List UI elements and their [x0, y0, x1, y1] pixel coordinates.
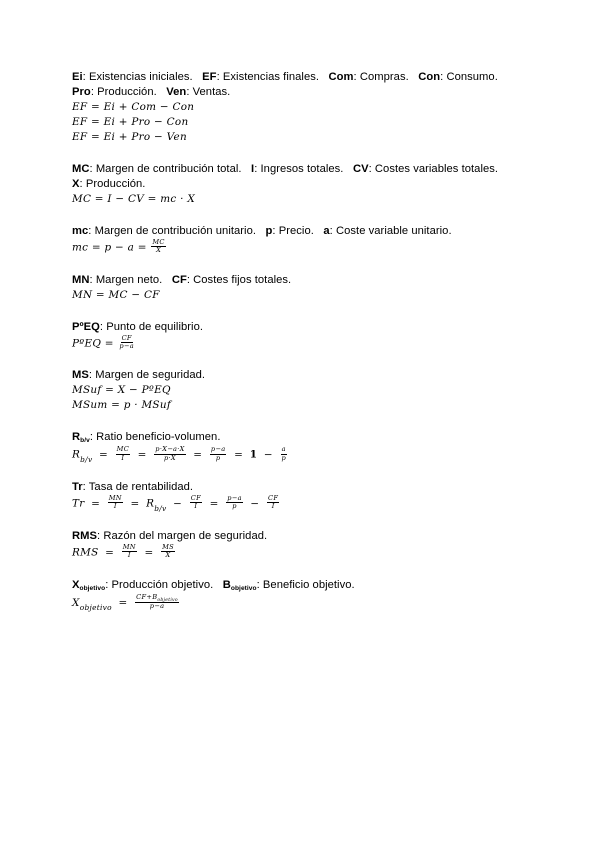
term: X — [72, 178, 80, 190]
fraction — [108, 495, 123, 510]
formula: EF = Ei + Com − Con — [72, 101, 195, 113]
definition: : Ratio beneficio-volumen. — [89, 431, 221, 444]
term-subscript: objetivo — [79, 584, 106, 592]
definitions-line — [72, 162, 542, 177]
fraction — [135, 594, 179, 610]
definition: : Producción objetivo. — [105, 578, 214, 591]
definition: : Margen de contribución unitario. — [88, 225, 257, 237]
denominator: p·X — [164, 453, 176, 462]
definitions-line — [72, 529, 542, 544]
definition: : Ventas. — [186, 86, 231, 98]
numerator-text: CF+B — [136, 592, 158, 601]
formula: $R_{b/v}$ = $\frac{MC}{I}$ = $\frac{p\cdot X-a\cdot X}{p\cdot X}$ = $\frac{p-a}{p}$ = 1 − $\frac{a}{p}$ — [72, 445, 286, 465]
definitions-line — [72, 320, 542, 335]
formula: MSum = p · MSuf — [72, 399, 171, 412]
definitions-line — [72, 177, 542, 192]
definitions-line — [72, 273, 542, 288]
numerator-subscript: objetivo — [157, 597, 178, 603]
formula: MSuf = X − PºEQ — [72, 384, 171, 397]
fraction — [116, 446, 130, 461]
subscript: b/v — [154, 503, 167, 513]
numerator: CF — [121, 333, 132, 342]
definition: : Punto de equilibrio. — [99, 320, 204, 333]
numerator: CF — [268, 494, 279, 503]
denominator: p — [215, 453, 221, 462]
fraction — [280, 446, 287, 461]
definition: : Compras. — [353, 71, 409, 83]
term: Pro — [72, 86, 91, 98]
definition: : Tasa de rentabilidad. — [82, 481, 194, 494]
fraction — [122, 544, 137, 559]
formula — [72, 240, 542, 256]
fraction — [154, 446, 185, 461]
term: Ven — [166, 86, 187, 98]
block-margen-neto — [72, 273, 542, 303]
formula — [72, 333, 542, 352]
numerator: a — [281, 445, 286, 454]
definition: : Coste variable unitario. — [329, 225, 452, 237]
denominator: X — [156, 246, 162, 255]
term: MC — [72, 163, 90, 175]
numerator: CF — [190, 494, 201, 503]
denominator: I — [271, 502, 275, 511]
subscript: b/v — [80, 455, 93, 465]
numerator: MC — [152, 238, 165, 246]
definitions-line — [72, 368, 542, 383]
definition: : Razón del margen de seguridad. — [97, 529, 268, 542]
formula: $X_{objetivo}$ = $\frac{CF+B_{objetivo}}{p-a}$ — [72, 592, 178, 612]
symbol: X — [72, 596, 80, 609]
block-tasa-rentabilidad — [72, 480, 542, 512]
formula: MN = MC − CF — [72, 288, 160, 301]
formula-text: PºEQ = — [72, 337, 114, 350]
block-ratio-beneficio-volumen — [72, 430, 542, 463]
denominator: p — [232, 502, 237, 511]
fraction — [226, 495, 243, 510]
denominator: I — [127, 551, 131, 560]
denominator: I — [194, 502, 198, 511]
term: CF — [171, 273, 187, 286]
term: mc — [72, 225, 89, 237]
numerator: MN — [108, 494, 122, 503]
term: Ei — [72, 71, 83, 83]
term: EF — [202, 71, 217, 83]
block-margen-contribucion-total — [72, 162, 542, 207]
term: Tr — [72, 481, 83, 494]
block-produccion-objetivo — [72, 578, 542, 611]
symbol: Tr — [72, 497, 85, 510]
term: CV — [352, 163, 369, 175]
numerator: p−a — [210, 445, 226, 454]
definition: : Margen de contribución total. — [89, 163, 242, 175]
term: MS — [72, 369, 89, 382]
number: 1 — [249, 449, 258, 462]
definitions-line — [72, 85, 542, 100]
denominator: X — [165, 551, 171, 560]
definition: : Costes variables totales. — [368, 163, 499, 175]
numerator: p−a — [227, 494, 242, 503]
term-subscript: b/v — [80, 437, 90, 445]
denominator: p — [281, 453, 286, 462]
term: Com — [328, 71, 354, 83]
definitions-line — [72, 430, 542, 446]
formula: RMS = $\frac{MN}{I}$ = $\frac{MS}{X}$ — [72, 542, 174, 560]
definition: : Consumo. — [440, 71, 498, 83]
denominator: p−a — [149, 601, 165, 610]
formula-sheet — [72, 70, 542, 628]
fraction — [118, 335, 135, 350]
block-margen-contribucion-unitario — [72, 224, 542, 256]
block-margen-seguridad — [72, 368, 542, 413]
term: Con — [418, 71, 441, 83]
term: I — [251, 163, 255, 175]
definition: : Ingresos totales. — [254, 163, 344, 175]
term: B — [222, 578, 231, 591]
denominator: I — [113, 502, 117, 511]
block-existencias — [72, 70, 542, 145]
definition: : Costes fijos totales. — [186, 273, 292, 286]
numerator: MN — [122, 542, 136, 551]
formula: Tr = $\frac{MN}{I}$ = $R_{b/v}$ − $\frac{CF}{I}$ = $\frac{p-a}{p}$ − $\frac{CF}{I}$ — [72, 494, 279, 513]
numerator — [135, 594, 179, 603]
definition: : Existencias finales. — [216, 71, 320, 83]
fraction — [267, 495, 279, 510]
block-razon-margen-seguridad — [72, 529, 542, 561]
fraction — [151, 239, 165, 254]
fraction — [210, 446, 227, 461]
term: MN — [72, 273, 90, 286]
definition: : Existencias iniciales. — [82, 71, 193, 83]
formula: EF = Ei + Pro − Ven — [72, 131, 187, 143]
term: a — [323, 225, 330, 237]
definitions-line — [72, 578, 542, 594]
numerator: MS — [162, 542, 174, 551]
definition: : Precio. — [272, 225, 314, 237]
term-subscript: objetivo — [230, 584, 257, 592]
definition: : Margen neto. — [89, 273, 163, 286]
term: R — [72, 431, 81, 444]
term: p — [265, 225, 273, 237]
formula: MC = I − CV = mc · X — [72, 193, 196, 205]
fraction — [190, 495, 202, 510]
definitions-line — [72, 224, 542, 239]
term: RMS — [72, 529, 98, 542]
definition: : Margen de seguridad. — [88, 369, 206, 382]
term: PºEQ — [72, 320, 100, 333]
definitions-line — [72, 480, 542, 495]
symbol: R — [72, 449, 81, 462]
formula: EF = Ei + Pro − Con — [72, 116, 189, 128]
numerator: p·X−a·X — [155, 445, 185, 454]
denominator: p−a — [119, 341, 134, 350]
formula-text: mc = p − a = — [72, 241, 147, 254]
symbol: R — [146, 497, 155, 510]
definition: : Producción. — [79, 178, 146, 190]
definition: : Beneficio objetivo. — [256, 578, 355, 591]
subscript: objetivo — [79, 602, 112, 612]
symbol: RMS — [72, 546, 99, 559]
term: X — [72, 578, 80, 591]
definitions-line — [72, 70, 542, 85]
numerator: MC — [116, 445, 130, 454]
denominator: I — [121, 453, 125, 462]
fraction — [161, 544, 175, 559]
definition: : Producción. — [90, 86, 157, 98]
block-punto-equilibrio — [72, 320, 542, 352]
